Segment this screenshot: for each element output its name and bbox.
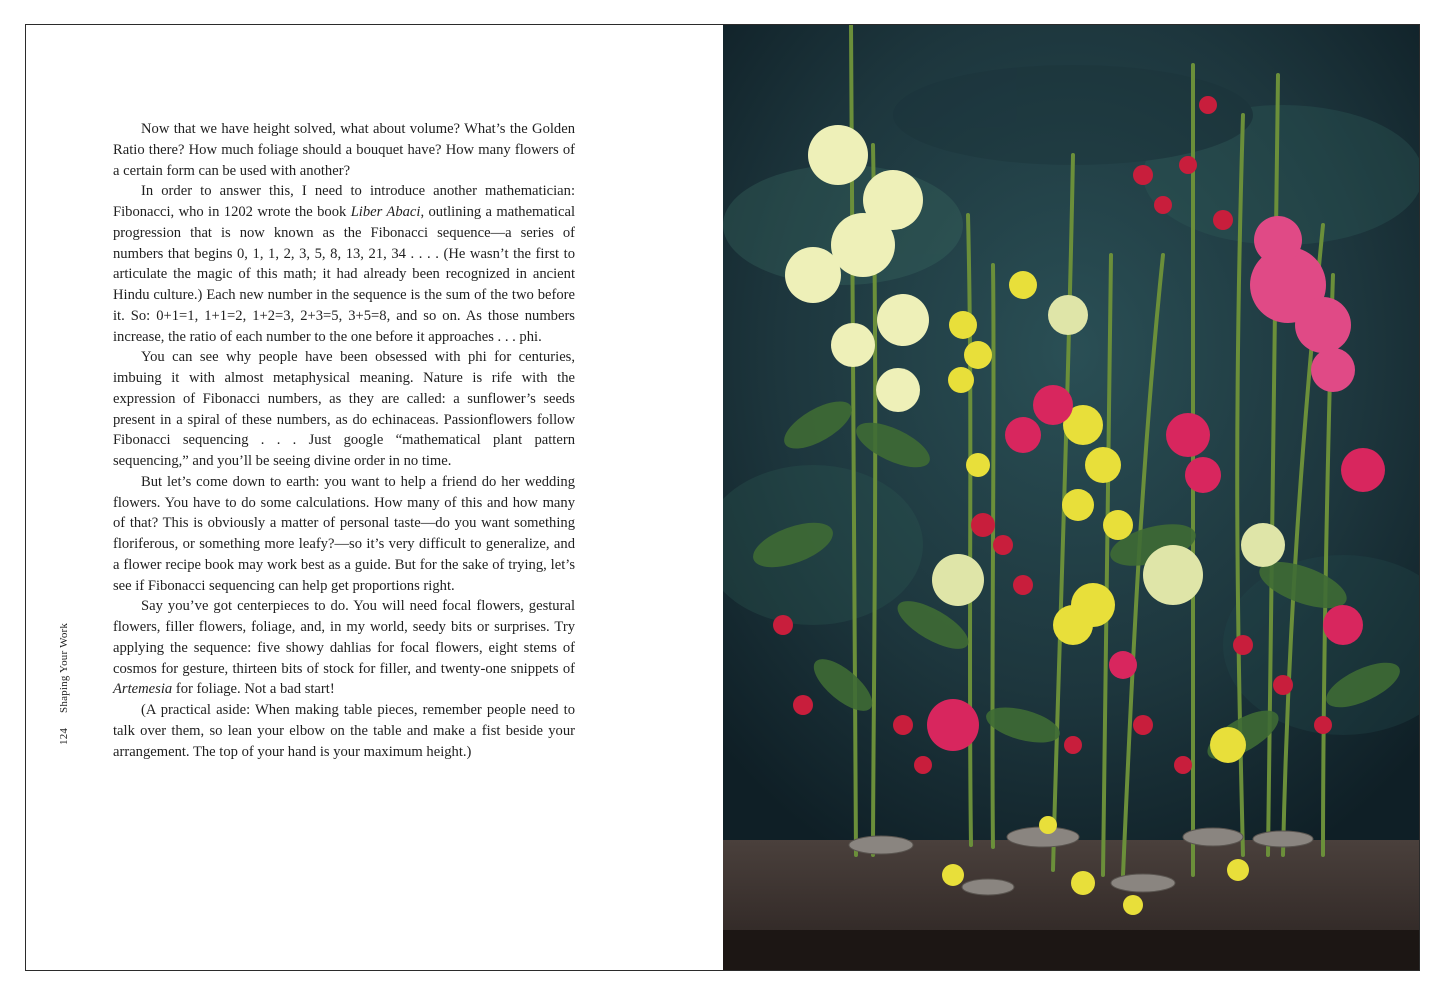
paragraph-4: But let’s come down to earth: you want to help a friend do her wedding flowers. You have to do some calculations. How many of this and how many of that? This is obviously a matter of personal taste—do you want something floriferous, or something more leafy?—so it’s very difficult to generalize, and a flower recipe book may work best as a guide. But for the sake of trying, let’s see if Fibonacci sequencing can help get proportions right. [113,473,575,594]
paragraph-5 [113,596,575,700]
paragraph-2-part-a: In order to answer this, I need to introduce another mathematician: Fibonacci, who in 1202 wrote the book [113,183,575,220]
paragraph-1: Now that we have height solved, what about volume? What’s the Golden Ratio there? How much foliage should a bouquet have? How many flowers of a certain form can be used with another? [113,121,575,179]
flower-arrangement-photo [723,25,1419,970]
paragraph-5-part-b: for foliage. Not a bad start! [172,681,335,698]
paragraph-2-part-b: , outlining a mathematical progression that is now known as the Fibonacci sequence—a series of numbers that begins 0, 1, 1, 2, 3, 5, 8, 13, 21, 34 . . . . (He wasn’t the first to articulate the magic of this math; it had already been recognized in ancient Hindu culture.) Each new number in the sequence is the sum of the two before it. So: 0+1=1, 1+1=2, 1+2=3, 2+3=5, 3+5=8, and so on. As those numbers increase, the ratio of each number to the one before it approaches . . . phi. [113,204,576,345]
book-spread [25,24,1420,971]
running-title: Shaping Your Work [58,622,70,713]
page-number: 124 [58,727,70,745]
book-title-liber-abaci: Liber Abaci [350,204,421,220]
body-text [113,119,575,762]
paragraph-6: (A practical aside: When making table pieces, remember people need to talk over them, so lean your elbow on the table and make a fist beside your arrangement. The top of your hand is your maximum height.) [113,702,575,760]
side-running-head [55,622,75,765]
paragraph-3: You can see why people have been obsessed with phi for centuries, imbuing it with almost metaphysical meaning. Nature is rife with the expression of Fibonacci numbers, as they are called: a sunflower’s seeds present in a spiral of these numbers, as do echinaceas. Passionflowers follow Fibonacci sequencing . . . Just google “mathematical plant pattern sequencing,” and you’ll be seeing divine order in no time. [113,349,575,469]
left-page [26,25,723,970]
plant-name-artemesia: Artemesia [113,681,173,698]
paragraph-5-part-a: Say you’ve got centerpieces to do. You will need focal flowers, gestural flowers, filler flowers, foliage, and, in my world, seedy bits or surprises. Try applying the sequence: five showy dahlias for focal flowers, eight stems of cosmos for gesture, thirteen bits of stock for filler, and twenty-one snippets of [113,598,575,677]
paragraph-2 [113,181,575,347]
